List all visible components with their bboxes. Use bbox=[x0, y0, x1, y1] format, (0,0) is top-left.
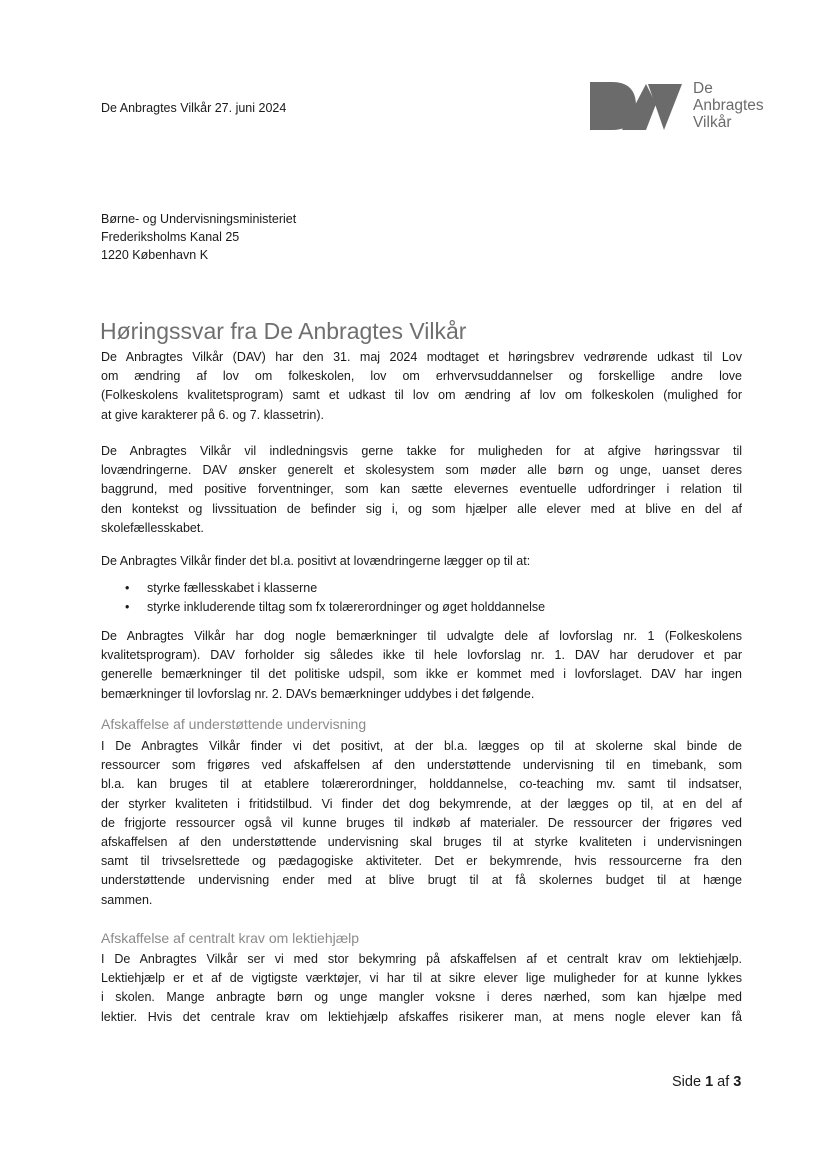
bullet-list bbox=[101, 579, 545, 617]
logo-line-3: Vilkår bbox=[693, 114, 732, 131]
address-line-3: 1220 København K bbox=[101, 248, 209, 262]
section-body-lektiehjaelp bbox=[101, 950, 742, 1027]
page-title: Høringssvar fra De Anbragtes Vilkår bbox=[100, 318, 467, 344]
paragraph-line: baggrund, med positive forventninger, som kan sætte elevernes eventuelle udfordringer i relation til bbox=[101, 482, 742, 497]
paragraph-line: bl.a. kan bruges til at etablere tolærerordninger, holddannelse, co-teaching mv. samt til indsatser, bbox=[101, 777, 742, 792]
paragraph-thanks bbox=[101, 442, 742, 538]
page-current: 1 bbox=[705, 1074, 714, 1090]
paragraph-line: de frigjorte ressourcer også vil kunne bruges til indkøb af materialer. De ressourcer der frigøres ved bbox=[101, 815, 742, 830]
paragraph-line: lovændringerne. DAV ønsker generelt et skolesystem som møder alle børn og unge, uanset deres bbox=[101, 463, 742, 478]
paragraph-line: I De Anbragtes Vilkår finder vi det positivt, at der bl.a. lægges op til at skolerne skal binde de bbox=[101, 739, 742, 753]
address-line-2: Frederiksholms Kanal 25 bbox=[101, 230, 240, 244]
paragraph-line: I De Anbragtes Vilkår ser vi med stor bekymring på afskaffelsen af et centralt krav om lektiehjælp. bbox=[101, 952, 742, 966]
paragraph-line: kvalitetsprogram). DAV forholder sig således ikke til hele lovforslag nr. 1. DAV har derudover et par bbox=[101, 648, 742, 663]
paragraph-line: den kontekst og livssituation de befinder sig i, og som hjælper alle elever med at blive en del af bbox=[101, 501, 742, 516]
paragraph-line: afskaffelsen af den understøttende undervisning skal bruges til at styrke kvaliteten i undervisningen bbox=[101, 835, 742, 850]
logo-line-1: De bbox=[693, 80, 713, 97]
paragraph-line: De Anbragtes Vilkår (DAV) har den 31. maj 2024 modtaget et høringsbrev vedrørende udkast til Lov bbox=[101, 350, 742, 364]
page-of: af bbox=[717, 1074, 730, 1090]
section-heading-undervisning: Afskaffelse af understøttende undervisning bbox=[101, 716, 367, 732]
dav-logo bbox=[590, 80, 790, 140]
section-body-undervisning bbox=[101, 737, 742, 910]
paragraph-line: (Folkeskolens kvalitetsprogram) samt et udkast til lov om ændring af lov om folkeskolen (mulighed for bbox=[101, 388, 742, 403]
paragraph-line: De Anbragtes Vilkår har dog nogle bemærkninger til udvalgte dele af lovforslag nr. 1 (Folkeskolens bbox=[101, 629, 742, 643]
paragraph-remarks bbox=[101, 627, 742, 704]
paragraph-line: De Anbragtes Vilkår finder det bl.a. positivt at lovændringerne lægger op til at: bbox=[101, 554, 531, 568]
paragraph-line: lektier. Hvis det centrale krav om lektiehjælp afskaffes risikerer man, at mens nogle elever kan få bbox=[101, 1009, 742, 1024]
list-item: • styrke fællesskabet i klasserne bbox=[101, 579, 545, 598]
paragraph-positive bbox=[101, 552, 742, 571]
paragraph-line: Lektiehjælp er et af de vigtigste værktøjer, vi har til at sikre elever lige muligheder for at kunne lykkes bbox=[101, 971, 742, 986]
paragraph-line: De Anbragtes Vilkår vil indledningsvis gerne takke for muligheden for at afgive høringssvar til bbox=[101, 444, 742, 458]
page-number bbox=[672, 1074, 741, 1090]
paragraph-line: der styrker kvaliteten i fritidstilbud. Vi finder det dog bekymrende, at der lægges op til, at en del af bbox=[101, 796, 742, 811]
paragraph-line: i skolen. Mange anbragte børn og unge mangler voksne i deres nærhed, som kan hjælpe med bbox=[101, 990, 742, 1005]
paragraph-line: om ændring af lov om folkeskolen, lov om erhvervsuddannelser og forskellige andre love bbox=[101, 369, 742, 384]
list-item: • styrke inkluderende tiltag som fx tolærerordninger og øget holddannelse bbox=[101, 598, 545, 617]
paragraph-line: samt til trivselsrettede og pædagogiske aktiviteter. Det er bekymrende, hvis ressourcerne fra den bbox=[101, 854, 742, 869]
address-line-1: Børne- og Undervisningsministeriet bbox=[101, 212, 297, 226]
header-date-line: De Anbragtes Vilkår 27. juni 2024 bbox=[101, 101, 287, 115]
page-total: 3 bbox=[733, 1074, 742, 1090]
dav-logo-mark-icon bbox=[590, 80, 690, 136]
logo-line-2: Anbragtes bbox=[693, 97, 764, 114]
section-heading-lektiehjaelp: Afskaffelse af centralt krav om lektiehjælp bbox=[101, 930, 360, 946]
paragraph-line: skolefællesskabet. bbox=[101, 520, 204, 535]
paragraph-line: sammen. bbox=[101, 892, 153, 907]
paragraph-line: generelle bemærkninger til det politiske udspil, som ikke er kommet med i lovforslaget. DAV har ingen bbox=[101, 667, 742, 682]
recipient-address bbox=[101, 210, 296, 264]
paragraph-line: ressourcer som frigøres ved afskaffelsen af den understøttende undervisning til en timebank, som bbox=[101, 758, 742, 773]
logo-wordmark bbox=[693, 80, 764, 131]
paragraph-line: understøttende undervisning ender med at blive brugt til at få skolernes budget til at hænge bbox=[101, 873, 742, 888]
paragraph-line: bemærkninger til lovforslag nr. 2. DAVs bemærkninger uddybes i det følgende. bbox=[101, 686, 535, 701]
page-prefix: Side bbox=[672, 1074, 702, 1090]
paragraph-line: at give karakterer på 6. og 7. klassetrin). bbox=[101, 407, 325, 422]
paragraph-intro bbox=[101, 348, 742, 425]
